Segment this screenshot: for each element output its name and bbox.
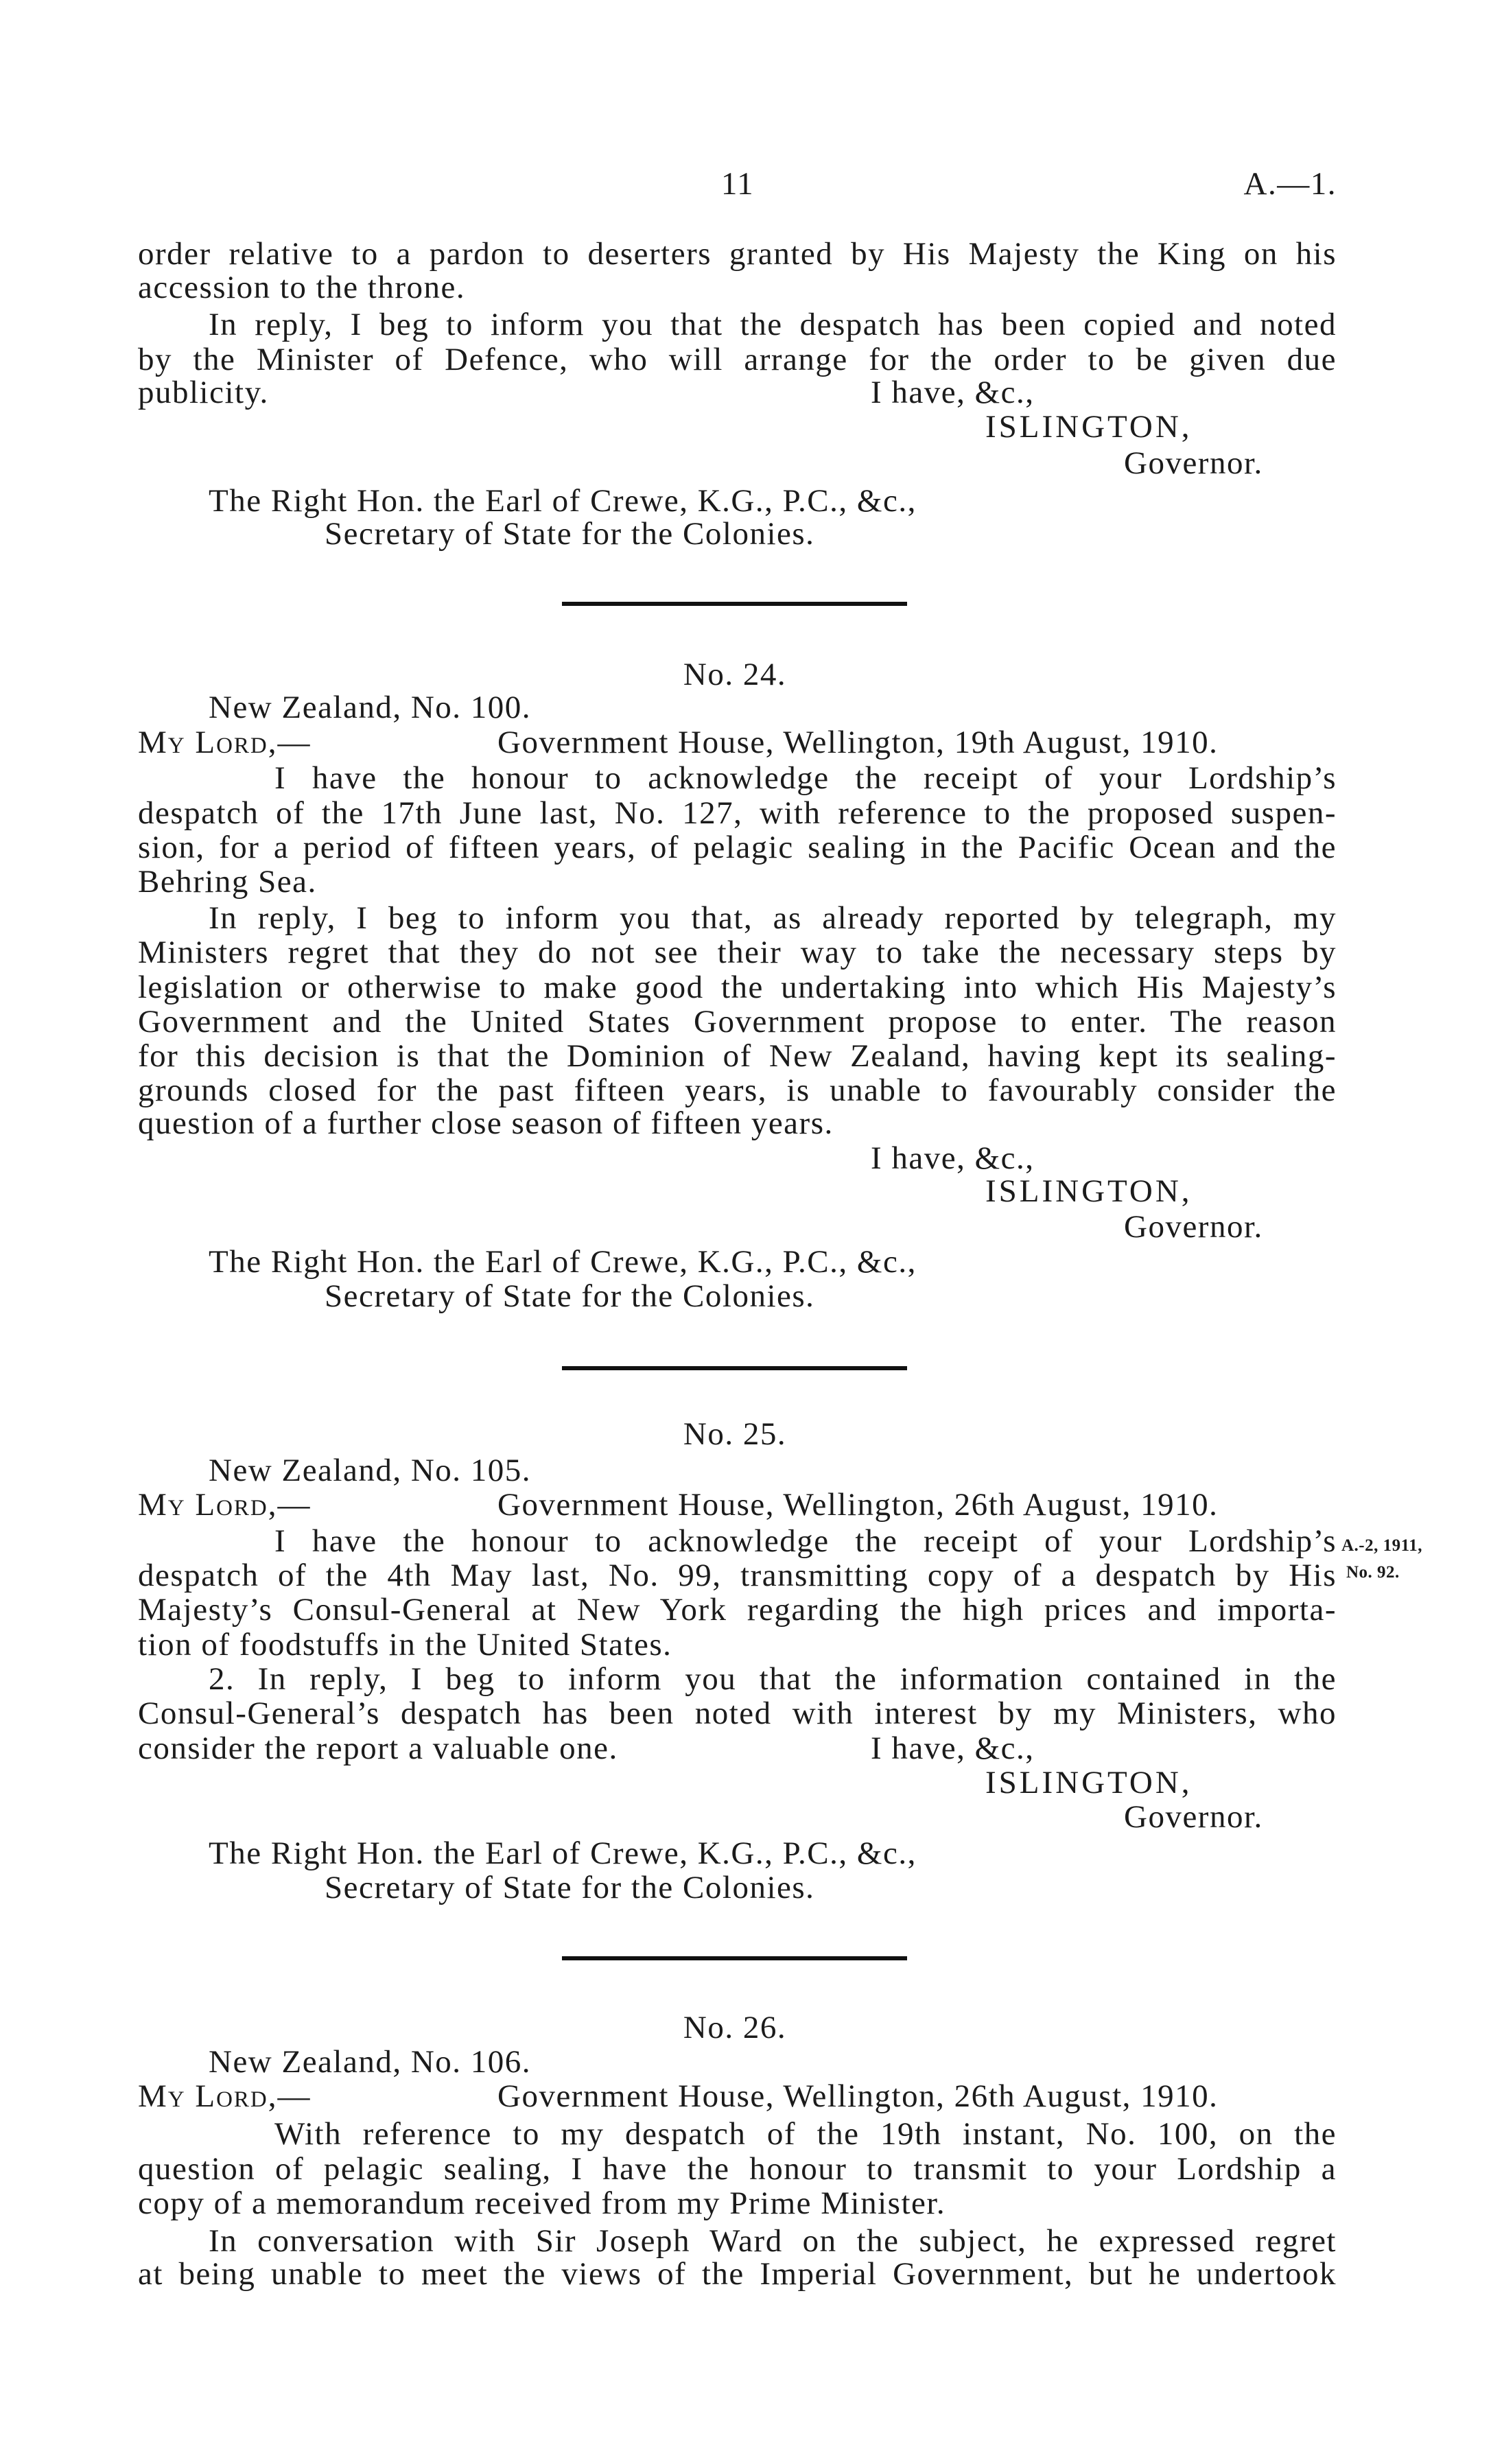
addressee-title: Secretary of State for the Colonies. [325, 516, 815, 552]
salutation: My Lord,— [138, 1487, 312, 1523]
signatory-title: Governor. [1124, 445, 1263, 481]
body-line: despatch of the 17th June last, No. 127, with reference to the proposed suspen- [138, 795, 1337, 831]
despatch-reference: New Zealand, No. 106. [209, 2044, 532, 2080]
despatch-26 [0, 2010, 1491, 2291]
margin-note: A.-2, 1911, [1341, 1536, 1422, 1555]
despatch-reference: New Zealand, No. 105. [209, 1453, 532, 1488]
signatory-title: Governor. [1124, 1799, 1263, 1835]
signatory-name: ISLINGTON, [985, 1173, 1193, 1209]
closing-phrase: I have, &c., [871, 1730, 1035, 1766]
page-number: 11 [720, 166, 755, 202]
signatory-title: Governor. [1124, 1209, 1263, 1245]
body-line: by the Minister of Defence, who will arrange for the order to be given due [138, 342, 1337, 377]
body-line: I have the honour to acknowledge the receipt of your Lordship’s [274, 1523, 1337, 1559]
body-line: copy of a memorandum received from my Prime Minister. [138, 2185, 946, 2221]
body-line: consider the report a valuable one. [138, 1730, 618, 1766]
body-line: tion of foodstuffs in the United States. [138, 1627, 672, 1663]
body-line: In reply, I beg to inform you that, as already reported by telegraph, my [209, 900, 1337, 936]
addressee-name: The Right Hon. the Earl of Crewe, K.G., P.C., &c., [209, 1244, 917, 1280]
place-date: Government House, Wellington, 19th August, 1910. [497, 725, 1219, 760]
body-line: With reference to my despatch of the 19th instant, No. 100, on the [274, 2116, 1337, 2152]
body-line: grounds closed for the past fifteen years, is unable to favourably consider the [138, 1072, 1337, 1108]
addressee-title: Secretary of State for the Colonies. [325, 1278, 815, 1314]
place-date: Government House, Wellington, 26th August, 1910. [497, 2078, 1219, 2114]
despatch-number: No. 26. [683, 2010, 787, 2045]
body-line: publicity. [138, 375, 269, 410]
paper-reference: A.—1. [1243, 166, 1337, 202]
body-line: question of a further close season of fifteen years. [138, 1105, 834, 1141]
body-line: 2. In reply, I beg to inform you that the information contained in the [209, 1661, 1337, 1697]
despatch-number: No. 24. [683, 657, 787, 692]
section-divider [562, 1956, 907, 1960]
section-divider [562, 1366, 907, 1370]
body-line: order relative to a pardon to deserters granted by His Majesty the King on his [138, 236, 1337, 272]
body-line: question of pelagic sealing, I have the honour to transmit to your Lordship a [138, 2151, 1337, 2187]
body-line: despatch of the 4th May last, No. 99, transmitting copy of a despatch by His [138, 1558, 1337, 1593]
despatch-24 [0, 657, 1491, 1313]
body-line: Consul-General’s despatch has been noted with interest by my Ministers, who [138, 1696, 1337, 1731]
addressee-title: Secretary of State for the Colonies. [325, 1870, 815, 1905]
despatch-25 [0, 1417, 1491, 1905]
addressee-name: The Right Hon. the Earl of Crewe, K.G., P.C., &c., [209, 483, 917, 519]
body-line: sion, for a period of fifteen years, of pelagic sealing in the Pacific Ocean and the [138, 830, 1337, 865]
body-line: Ministers regret that they do not see their way to take the necessary steps by [138, 935, 1337, 970]
closing-phrase: I have, &c., [871, 375, 1035, 410]
signatory-name: ISLINGTON, [985, 409, 1193, 445]
closing-phrase: I have, &c., [871, 1140, 1035, 1176]
body-line: Government and the United States Government propose to enter. The reason [138, 1004, 1337, 1040]
despatch-number: No. 25. [683, 1416, 787, 1452]
signatory-name: ISLINGTON, [985, 1765, 1193, 1800]
body-line: legislation or otherwise to make good the undertaking into which His Majesty’s [138, 970, 1337, 1005]
salutation: My Lord,— [138, 2078, 312, 2114]
body-line: In reply, I beg to inform you that the despatch has been copied and noted [209, 307, 1337, 342]
body-line: at being unable to meet the views of the Imperial Government, but he undertook [138, 2256, 1337, 2292]
continuation-section [0, 237, 1491, 552]
addressee-name: The Right Hon. the Earl of Crewe, K.G., P.C., &c., [209, 1835, 917, 1871]
body-line: for this decision is that the Dominion of New Zealand, having kept its sealing- [138, 1038, 1337, 1074]
place-date: Government House, Wellington, 26th August, 1910. [497, 1487, 1219, 1523]
page-header [0, 167, 1491, 201]
body-line: Behring Sea. [138, 864, 317, 900]
body-line: In conversation with Sir Joseph Ward on the subject, he expressed regret [209, 2223, 1337, 2259]
body-line: I have the honour to acknowledge the receipt of your Lordship’s [274, 760, 1337, 796]
margin-note: No. 92. [1346, 1563, 1400, 1582]
body-line: accession to the throne. [138, 270, 466, 305]
body-line: Majesty’s Consul-General at New York regarding the high prices and importa- [138, 1592, 1337, 1628]
salutation: My Lord,— [138, 725, 312, 760]
despatch-reference: New Zealand, No. 100. [209, 690, 532, 725]
section-divider [562, 602, 907, 606]
